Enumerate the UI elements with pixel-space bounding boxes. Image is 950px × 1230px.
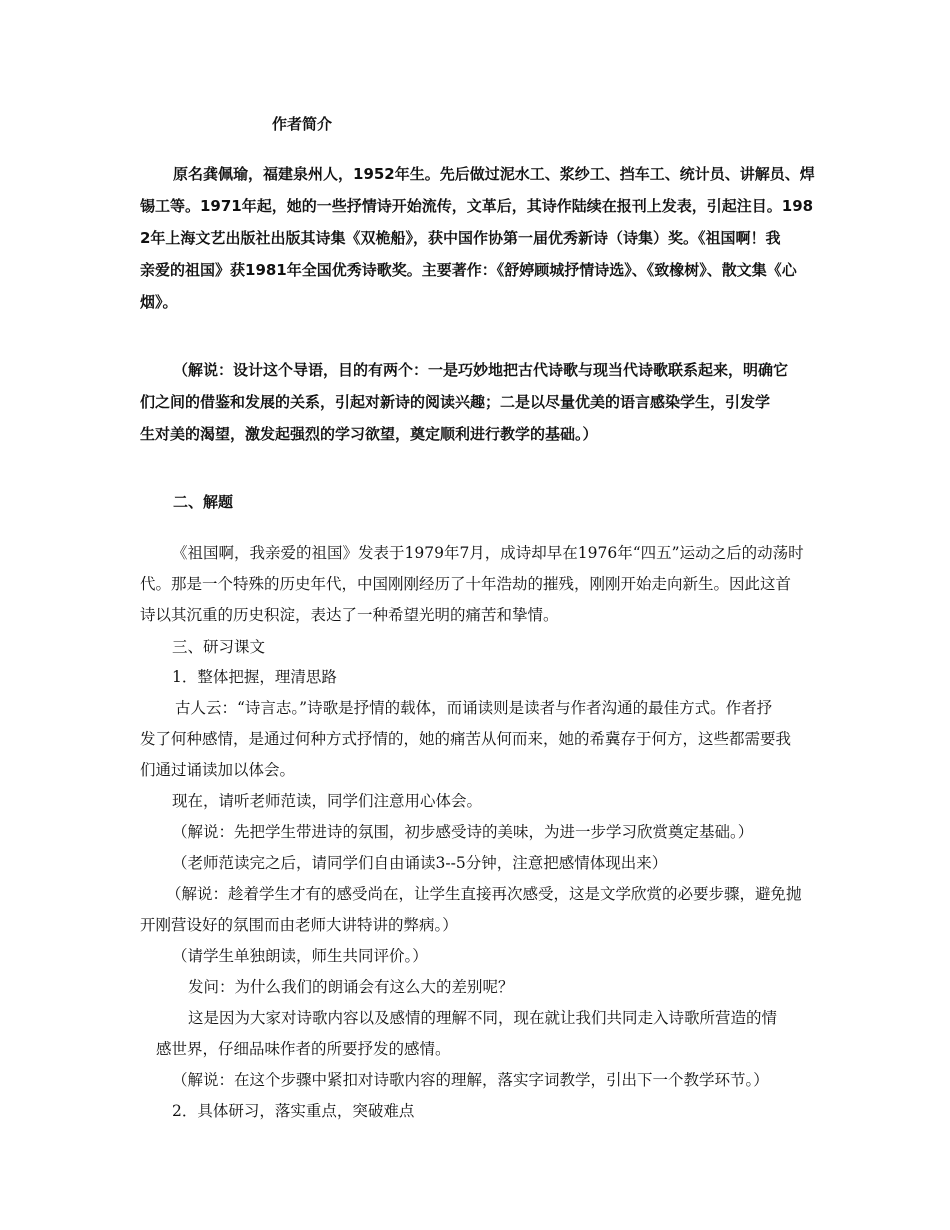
commentary-line: （解说：在这个步骤中紧扣对诗歌内容的理解，落实字词教学，引出下一个教学环节。）	[172, 1071, 769, 1089]
section-2-line: 诗以其沉重的历史积淀，表达了一种希望光明的痛苦和挚情。	[140, 606, 559, 624]
paragraph-line: 古人云：“诗言志。”诗歌是抒情的载体，而诵读则是读者与作者沟通的最佳方式。作者抒	[175, 699, 773, 717]
section-2-heading: 二、解题	[173, 493, 234, 511]
section-3-heading: 三、研习课文	[172, 638, 266, 656]
paragraph-line: 发了何种感情，是通过何种方式抒情的，她的痛苦从何而来，她的希冀存于何方，这些都需要我	[140, 730, 792, 748]
paragraph-line: 现在，请听老师范读，同学们注意用心体会。	[172, 792, 483, 810]
author-intro-heading: 作者简介	[272, 115, 333, 133]
commentary-line: （解说：趁着学生才有的感受尚在，让学生直接再次感受，这是文学欣赏的必要步骤，避免抛	[166, 885, 802, 903]
instruction-line: （老师范读完之后，请同学们自由诵读3--5分钟，注意把感情体现出来）	[172, 854, 668, 872]
paragraph-line: 们通过诵读加以体会。	[140, 761, 296, 779]
paragraph-line: 感世界，仔细品味作者的所要抒发的感情。	[156, 1040, 451, 1058]
author-intro-line: 2年上海文艺出版社出版其诗集《双桅船》，获中国作协第一届优秀新诗（诗集）奖。《祖国啊！我	[140, 229, 781, 247]
author-intro-line: 原名龚佩瑜，福建泉州人，1952年生。先后做过泥水工、浆纱工、挡车工、统计员、讲解员、焊	[173, 165, 815, 183]
commentary-line: 生对美的渴望，激发起强烈的学习欲望，奠定顺利进行教学的基础。）	[140, 425, 598, 443]
section-2-line: 代。那是一个特殊的历史年代，中国刚刚经历了十年浩劫的摧残，刚刚开始走向新生。因此这首	[140, 575, 792, 593]
subsection-2-heading: 2．具体研习，落实重点，突破难点	[172, 1102, 415, 1120]
section-2-line: 《祖国啊，我亲爱的祖国》发表于1979年7月，成诗却早在1976年“四五”运动之后的动荡时	[172, 544, 804, 562]
instruction-line: （请学生单独朗读，师生共同评价。）	[172, 947, 428, 965]
commentary-line: （解说：先把学生带进诗的氛围，初步感受诗的美味，为进一步学习欣赏奠定基础。）	[172, 823, 754, 841]
subsection-1-heading: 1．整体把握，理清思路	[172, 668, 337, 686]
author-intro-line: 烟》。	[140, 293, 178, 311]
commentary-line: 们之间的借鉴和发展的关系，引起对新诗的阅读兴趣；二是以尽量优美的语言感染学生，引发学	[140, 393, 771, 411]
commentary-line: （解说：设计这个导语，目的有两个：一是巧妙地把古代诗歌与现当代诗歌联系起来，明确它	[173, 361, 789, 379]
author-intro-line: 锡工等。1971年起，她的一些抒情诗开始流传，文革后，其诗作陆续在报刊上发表，引起注目。198	[140, 197, 814, 215]
question-line: 发问：为什么我们的朗诵会有这么大的差别呢？	[188, 978, 514, 996]
commentary-line: 开刚营设好的氛围而由老师大讲特讲的弊病。）	[140, 916, 458, 934]
paragraph-line: 这是因为大家对诗歌内容以及感情的理解不同，现在就让我们共同走入诗歌所营造的情	[188, 1009, 778, 1027]
author-intro-line: 亲爱的祖国》获1981年全国优秀诗歌奖。主要著作：《舒婷顾城抒情诗选》、《致橡树》、散文集《心	[140, 261, 797, 279]
